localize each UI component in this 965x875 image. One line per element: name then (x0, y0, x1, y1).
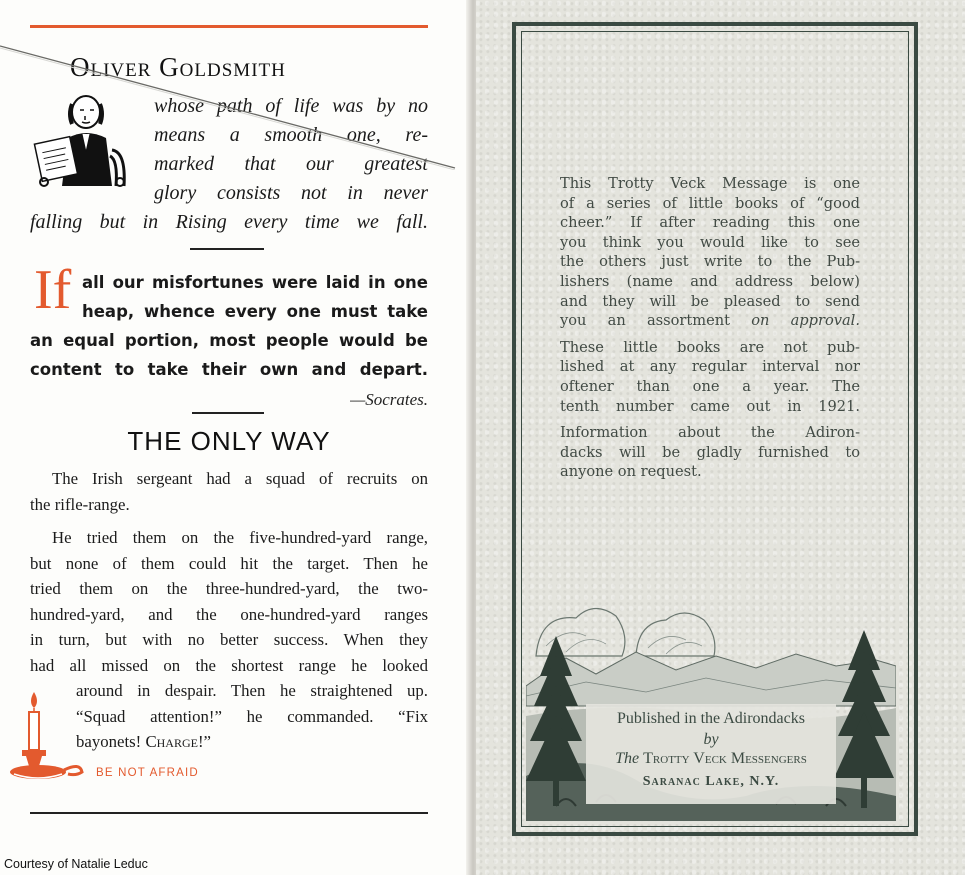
divider-rule (192, 412, 264, 414)
divider-rule (190, 248, 264, 250)
message-line: anyone on request. (560, 463, 702, 481)
story-line: but none of them could hit the target. Then he (30, 553, 428, 573)
candle-caption: BE NOT AFRAID (96, 767, 199, 779)
only-way-heading: THE ONLY WAY (127, 426, 331, 456)
message-line: lishers (name and address below) (560, 272, 860, 290)
bottom-rule (30, 812, 428, 814)
message-line: These little books are not pub- (560, 338, 860, 356)
on-approval-text: on approval. (751, 312, 860, 330)
charge-word: Charge!” (145, 732, 211, 751)
trotty-veck-message (560, 174, 860, 482)
socrates-line: heap, whence every one must take (82, 302, 428, 321)
socrates-attribution: —Socrates. (350, 390, 428, 409)
goldsmith-line: whose path of life was by no (154, 95, 428, 117)
publisher-name: The Trotty Veck Messengers (615, 750, 807, 767)
story-line: had all missed on the shortest range he looked (30, 655, 428, 675)
goldsmith-line: marked that our greatest (154, 153, 428, 175)
message-line: lished at any regular interval nor (560, 358, 860, 376)
story-line: in turn, but with no better success. When they (30, 630, 428, 649)
message-line: This Trotty Veck Message is one (560, 175, 860, 192)
right-page (476, 0, 965, 875)
socrates-line: all our misfortunes were laid in one (82, 273, 428, 292)
goldsmith-quote (30, 92, 428, 237)
top-accent-rule (30, 25, 428, 28)
message-line: oftener than one a year. The (560, 377, 860, 395)
courtesy-credit: Courtesy of Natalie Leduc (4, 857, 148, 871)
candle-icon (8, 688, 86, 784)
message-line: the others just write to the Pub- (560, 253, 860, 271)
only-way-story (30, 466, 428, 755)
message-line: cheer.” If after reading this one (560, 214, 860, 232)
publisher-block (586, 710, 836, 790)
message-line: you think you would like to see (560, 233, 860, 251)
drop-cap: If (34, 259, 72, 321)
publisher-line: Published in the Adirondacks (617, 710, 805, 727)
story-line: tried them on the three-hundred-yard, the two- (30, 579, 428, 598)
message-line: and they will be pleased to send (560, 292, 860, 310)
story-line: The Irish sergeant had a squad of recruits on (52, 469, 428, 488)
left-page (0, 0, 474, 875)
message-line: Information about the Adiron- (560, 424, 860, 442)
message-line: dacks will be gladly furnished to (560, 443, 860, 461)
goldsmith-line: means a smooth one, re- (154, 124, 428, 146)
story-line: “Squad attention!” he commanded. “Fix (76, 706, 428, 726)
story-line: hundred-yard, and the one-hundred-yard ranges (30, 604, 428, 624)
message-line: of a series of little books of “good (560, 194, 860, 212)
socrates-line: an equal portion, most people would be (30, 331, 428, 350)
goldsmith-title: Oliver Goldsmith (70, 52, 286, 82)
message-line: tenth number came out in 1921. (560, 397, 860, 415)
socrates-quote (30, 268, 428, 384)
publisher-place: Saranac Lake, N.Y. (642, 774, 780, 789)
story-line-last: bayonets! Charge!” (76, 732, 211, 751)
story-line: around in despair. Then he straightened up. (76, 681, 428, 700)
socrates-line: content to take their own and depart. (30, 360, 428, 379)
message-line-last: you an assortment on approval. (560, 312, 860, 330)
story-line: He tried them on the five-hundred-yard range, (52, 528, 428, 547)
goldsmith-line: glory consists not in never (154, 182, 428, 204)
publisher-by: by (703, 731, 719, 748)
story-line: the rifle-range. (30, 494, 130, 514)
goldsmith-line: falling but in Rising every time we fall. (30, 211, 428, 233)
